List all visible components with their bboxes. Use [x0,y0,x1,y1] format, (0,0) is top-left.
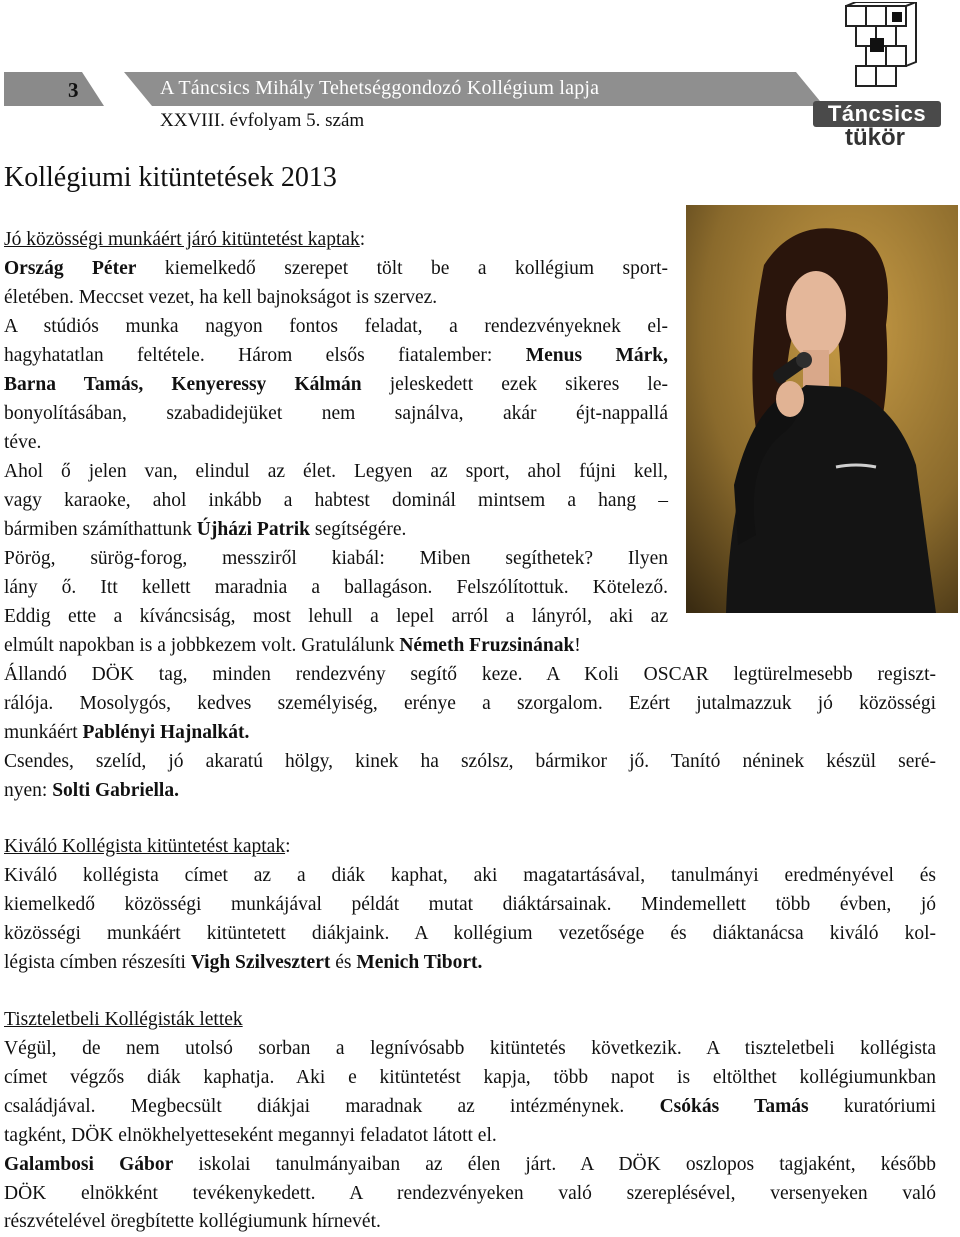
paragraph-line: Csendes, szelíd, jó akaratú hölgy, kinek ha szólsz, bármikor jő. Tanító néninek készül seré- [4,751,936,772]
article-title: Kollégiumi kitüntetések 2013 [4,162,337,193]
singer-photo [686,205,958,613]
paragraph-line: Végül, de nem utolsó sorban a legnívósabb kitüntetés következik. A tiszteletbeli kollégista [4,1038,936,1059]
paragraph-line: címet végzős diák kaphatja. Aki e kitüntetést kapja, több napot is eltölthet kollégiumunkban [4,1067,936,1088]
section-heading-community-work: Jó közösségi munkáért járó kitüntetést kaptak: [4,229,366,250]
paragraph-line: elmúlt napokban is a jobbkezem volt. Gratulálunk Németh Fruzsinának! [4,635,581,656]
paragraph-line: Ország Péter kiemelkedő szerepet tölt be a kollégium sport- [4,258,668,279]
paragraph-line: nyen: Solti Gabriella. [4,780,179,801]
paragraph-line: munkáért Pablényi Hajnalkát. [4,722,250,743]
paragraph-line: kiemelkedő közösségi munkájával példát mutat diáktársainak. Mindemellett több évben, jó [4,894,936,915]
person-name: Galambosi Gábor [4,1154,174,1175]
section-heading-honorary-collegians: Tiszteletbeli Kollégisták lettek [4,1009,243,1030]
paragraph-line: bonyolításában, szabadidejüket nem sajnálva, akár éjt-nappallá [4,403,668,424]
paragraph-line: Galambosi Gábor iskolai tanulmányaiban az élen járt. A DÖK oszlopos tagjaként, később [4,1154,936,1175]
paragraph-line: vagy karaoke, ahol inkább a habtest dominál mintsem a hang – [4,490,668,511]
page-number: 3 [68,78,79,102]
paragraph-line: Kiváló kollégista címet az a diák kaphat, aki magatartásával, tanulmányi eredményével és [4,865,936,886]
person-name: Csókás Tamás [659,1096,809,1117]
paragraph-line: életében. Meccset vezet, ha kell bajnokságot is szervez. [4,287,438,308]
paragraph-line: Eddig ette a kíváncsiság, most lehull a lepel arról a lányról, aki az [4,606,668,627]
paragraph-line: közösségi munkáért kitüntetett diákjaink. A kollégium vezetősége és diáktanácsa kiváló kol- [4,923,936,944]
paragraph-line: családjával. Megbecsült diákjai maradnak az intézménynek. Csókás Tamás kuratóriumi [4,1096,936,1117]
paragraph-line: DÖK elnökként tevékenykedett. A rendezvényeken való szereplésével, versenyeken való [4,1183,936,1204]
paragraph-line: hagyhatatlan feltétele. Három elsős fiatalember: Menus Márk, [4,345,668,366]
paragraph-line: bármiben számíthattunk Újházi Patrik segítségére. [4,519,407,540]
paragraph-line: tagként, DÖK elnökhelyetteseként megannyi feladatot látott el. [4,1125,497,1146]
person-name: Barna Tamás, Kenyeressy Kálmán [4,374,362,395]
paragraph-line: téve. [4,432,42,453]
journal-issue: XXVIII. évfolyam 5. szám [160,110,365,131]
person-name: Németh Fruzsinának [399,635,575,656]
paragraph-line: részvételével öregbítette kollégiumunk hírnevét. [4,1211,381,1232]
paragraph-line: Ahol ő jelen van, elindul az élet. Legyen az sport, ahol fújni kell, [4,461,668,482]
paragraph-line: Állandó DÖK tag, minden rendezvény segítő keze. A Koli OSCAR legtürelmesebb regiszt- [4,664,936,685]
paragraph-line: lány ő. Itt kellett maradnia a ballagáson. Felszólítottuk. Kötelező. [4,577,668,598]
person-name: Pablényi Hajnalkát. [82,722,250,743]
person-name: Vigh Szilvesztert [190,952,331,973]
person-name: Újházi Patrik [196,519,310,540]
person-name: Ország Péter [4,258,137,279]
paragraph-line: Pörög, sürög-forog, messziről kiabál: Miben segíthetek? Ilyen [4,548,668,569]
paragraph-line: légista címben részesíti Vigh Szilvesztert és Menich Tibort. [4,952,483,973]
person-name: Menus Márk, [525,345,668,366]
paragraph-line: Barna Tamás, Kenyeressy Kálmán jeleskedett ezek sikeres le- [4,374,668,395]
header-bar-left [4,72,104,106]
person-name: Solti Gabriella. [52,780,179,801]
journal-title: A Táncsics Mihály Tehetséggondozó Kollégium lapja [160,77,600,99]
logo-text-tukor: tükör [845,124,905,151]
paragraph-line: A stúdiós munka nagyon fontos feladat, a rendezvényeknek el- [4,316,668,337]
person-name: Menich Tibort. [356,952,483,973]
paragraph-line: rálója. Mosolygós, kedves személyiség, erénye a szorgalom. Ezért jutalmazzuk jó közösségi [4,693,936,714]
section-heading-excellent-collegian: Kiváló Kollégista kitüntetést kaptak: [4,836,291,857]
logo-text-tancsics: Táncsics [813,101,941,127]
